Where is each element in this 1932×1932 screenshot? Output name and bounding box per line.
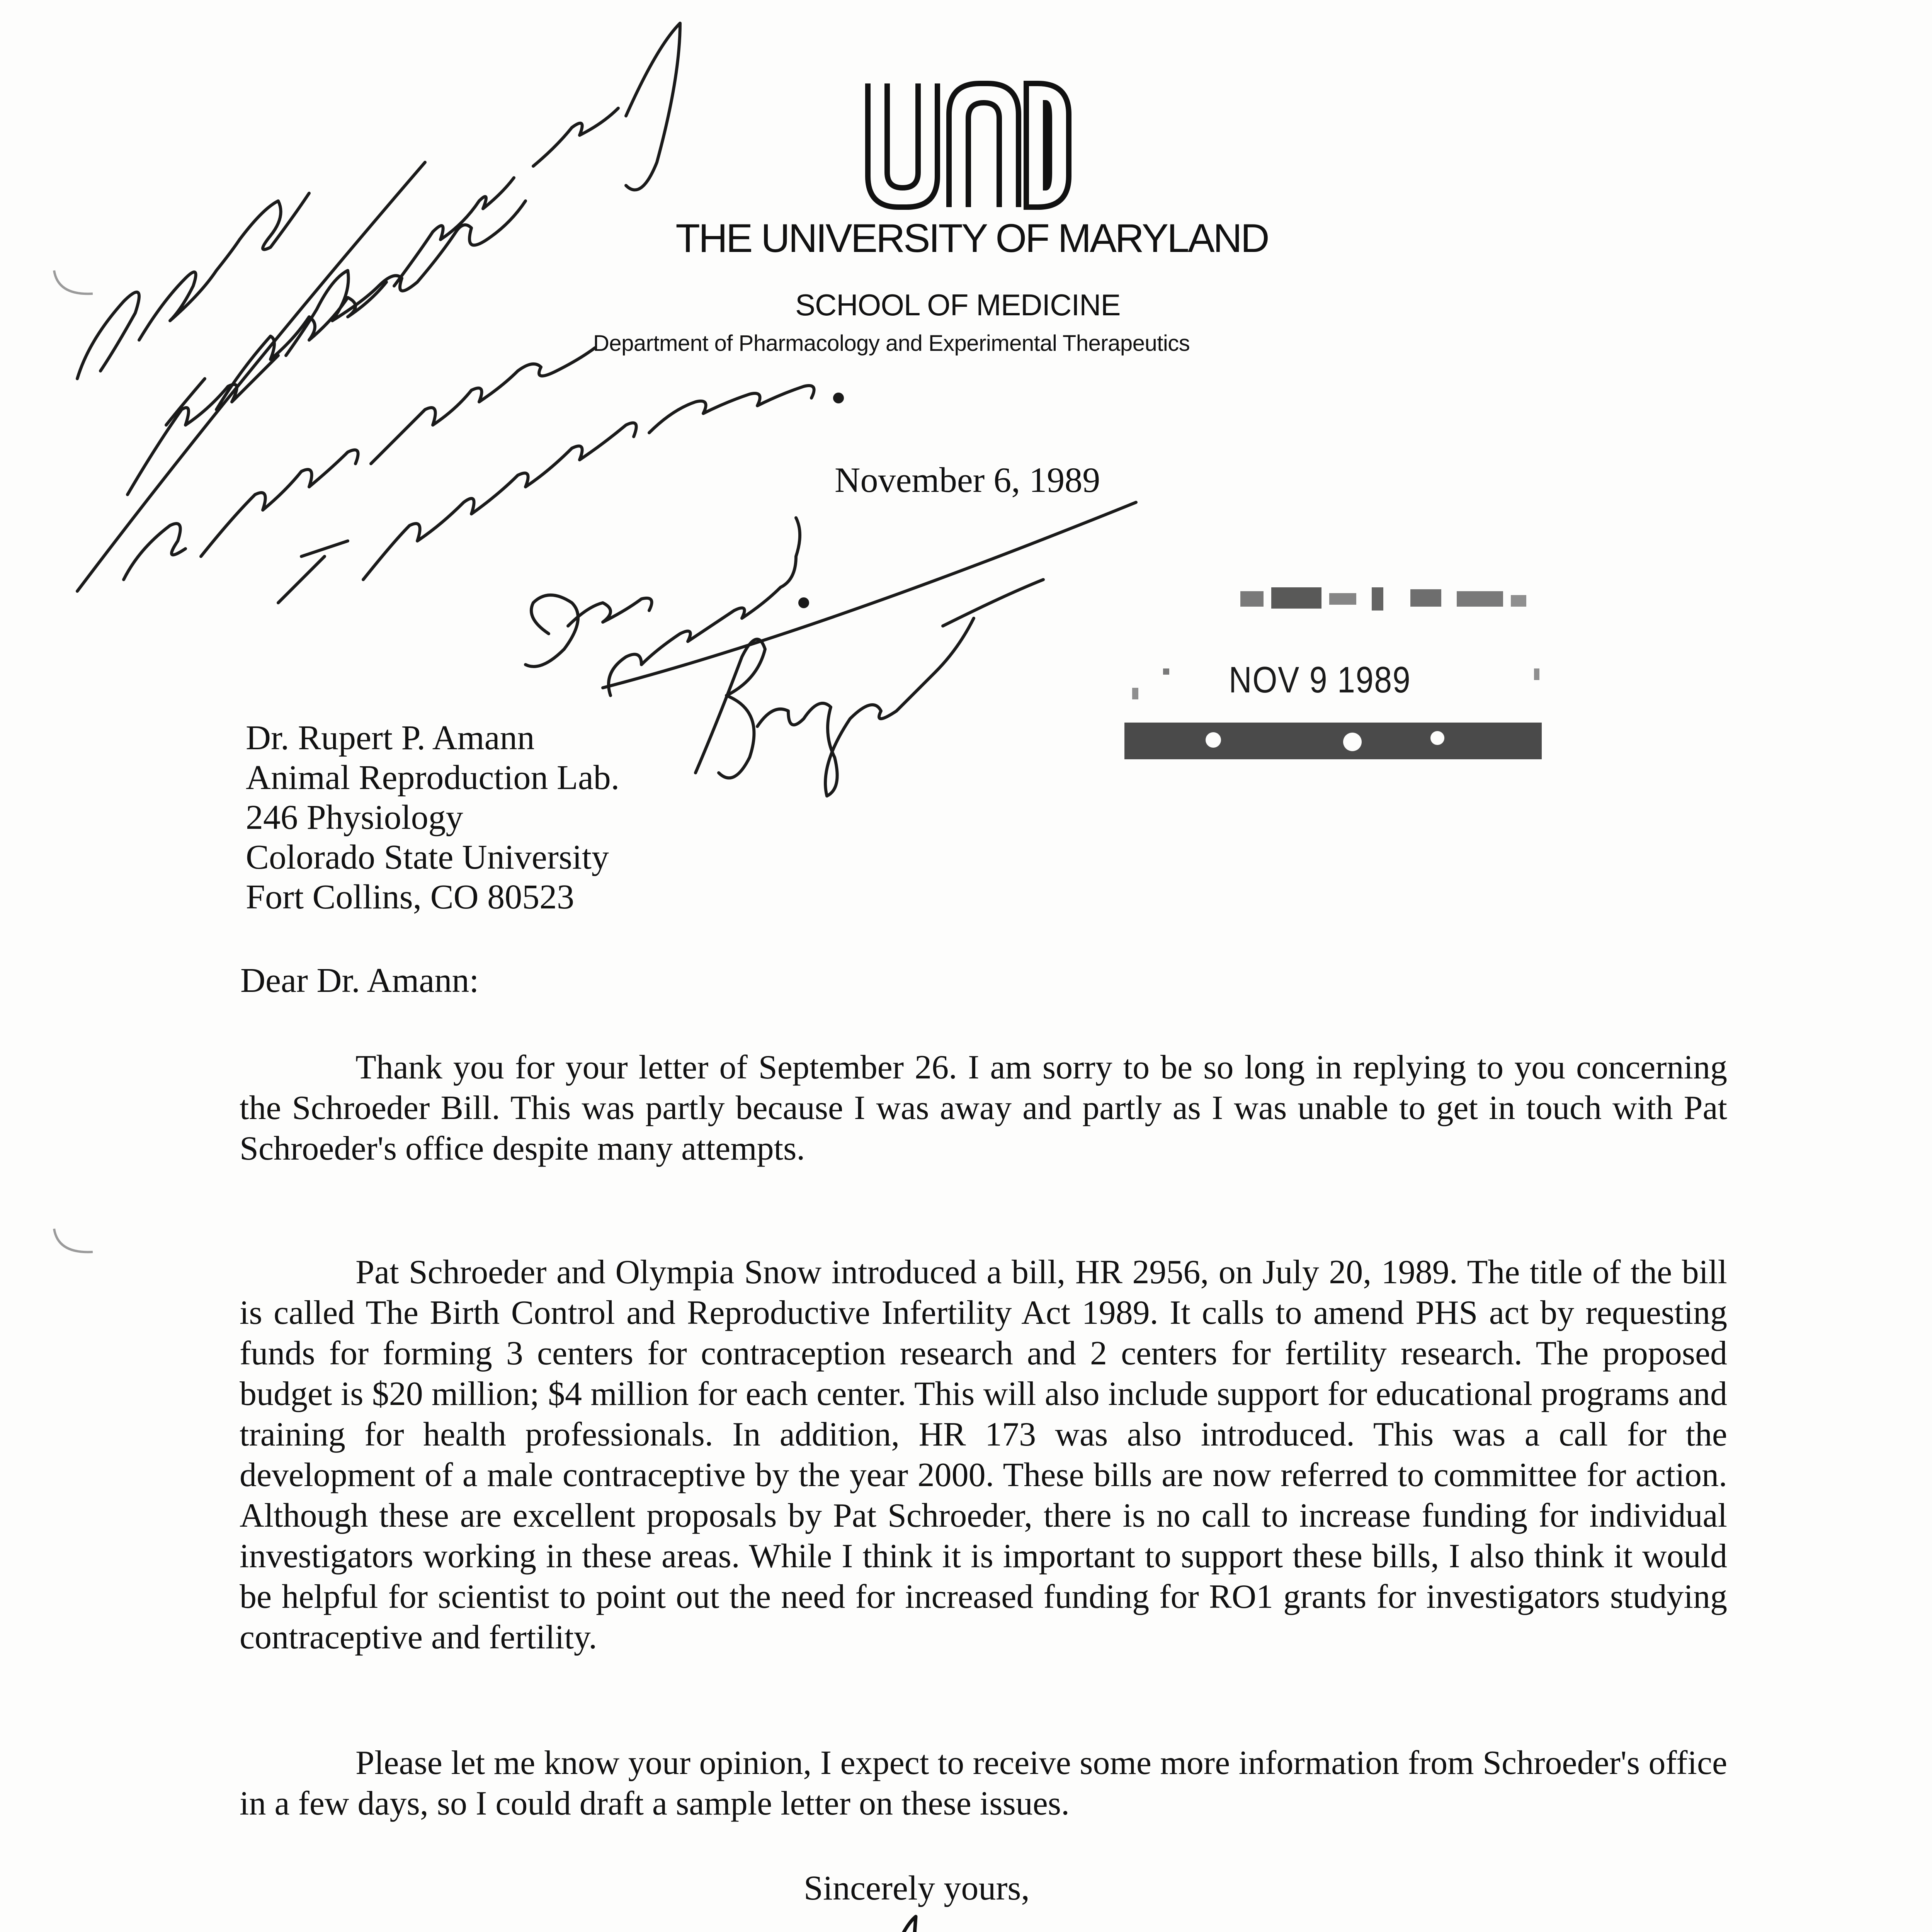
recipient-line: Dr. Rupert P. Amann [246, 719, 535, 757]
received-stamp-date: NOV 9 1989 [1229, 659, 1411, 701]
recipient-address [246, 718, 619, 917]
body-paragraph: Thank you for your letter of September 26. I am sorry to be so long in replying to you concerning the Schroeder Bill. This was partly because I was away and partly as I was unable to get in touch with Pat Schroeder's office despite many attempts. [240, 1049, 1727, 1167]
punch-hole-top [46, 267, 97, 301]
recipient-line: Animal Reproduction Lab. [246, 759, 620, 797]
school-name: SCHOOL OF MEDICINE [795, 288, 1121, 322]
recipient-line: 246 Physiology [246, 798, 463, 837]
body-paragraph: Please let me know your opinion, I expect to receive some more information from Schroeder's office in a few days, so I could draft a sample letter on these issues. [240, 1744, 1727, 1822]
body-paragraph: Pat Schroeder and Olympia Snow introduced a bill, HR 2956, on July 20, 1989. The title of the bill is called The Birth Control and Reproductive Infertility Act 1989. It calls to amend PHS act by requesting funds for forming 3 centers for contraception research and 2 centers for fertility research. The proposed budget is $20 million; $4 million for each center. This will also include support for educational programs and training for health professionals. In addition, HR 173 was also introduced. This was a call for the development of a male contraceptive by the year 2000. These bills are now referred to committee for action. Although these are excellent proposals by Pat Schroeder, there is no call to increase funding for individual investigators working in these areas. While I think it is important to support these bills, I also think it would be helpful for scientist to point out the need for increased funding for RO1 grants for investigators studying contraceptive and fertility. [240, 1253, 1727, 1656]
signature [850, 1901, 1449, 1932]
punch-hole-middle [46, 1225, 97, 1260]
recipient-line: Fort Collins, CO 80523 [246, 878, 575, 916]
complimentary-close: Sincerely yours, [804, 1869, 1030, 1907]
letter-date: November 6, 1989 [835, 460, 1100, 500]
recipient-line: Colorado State University [246, 838, 609, 876]
department-name: Department of Pharmacology and Experimental Therapeutics [593, 331, 1190, 356]
university-of-maryland-logo [860, 76, 1077, 215]
university-name: THE UNIVERSITY OF MARYLAND [675, 216, 1268, 261]
salutation: Dear Dr. Amann: [240, 961, 479, 1000]
